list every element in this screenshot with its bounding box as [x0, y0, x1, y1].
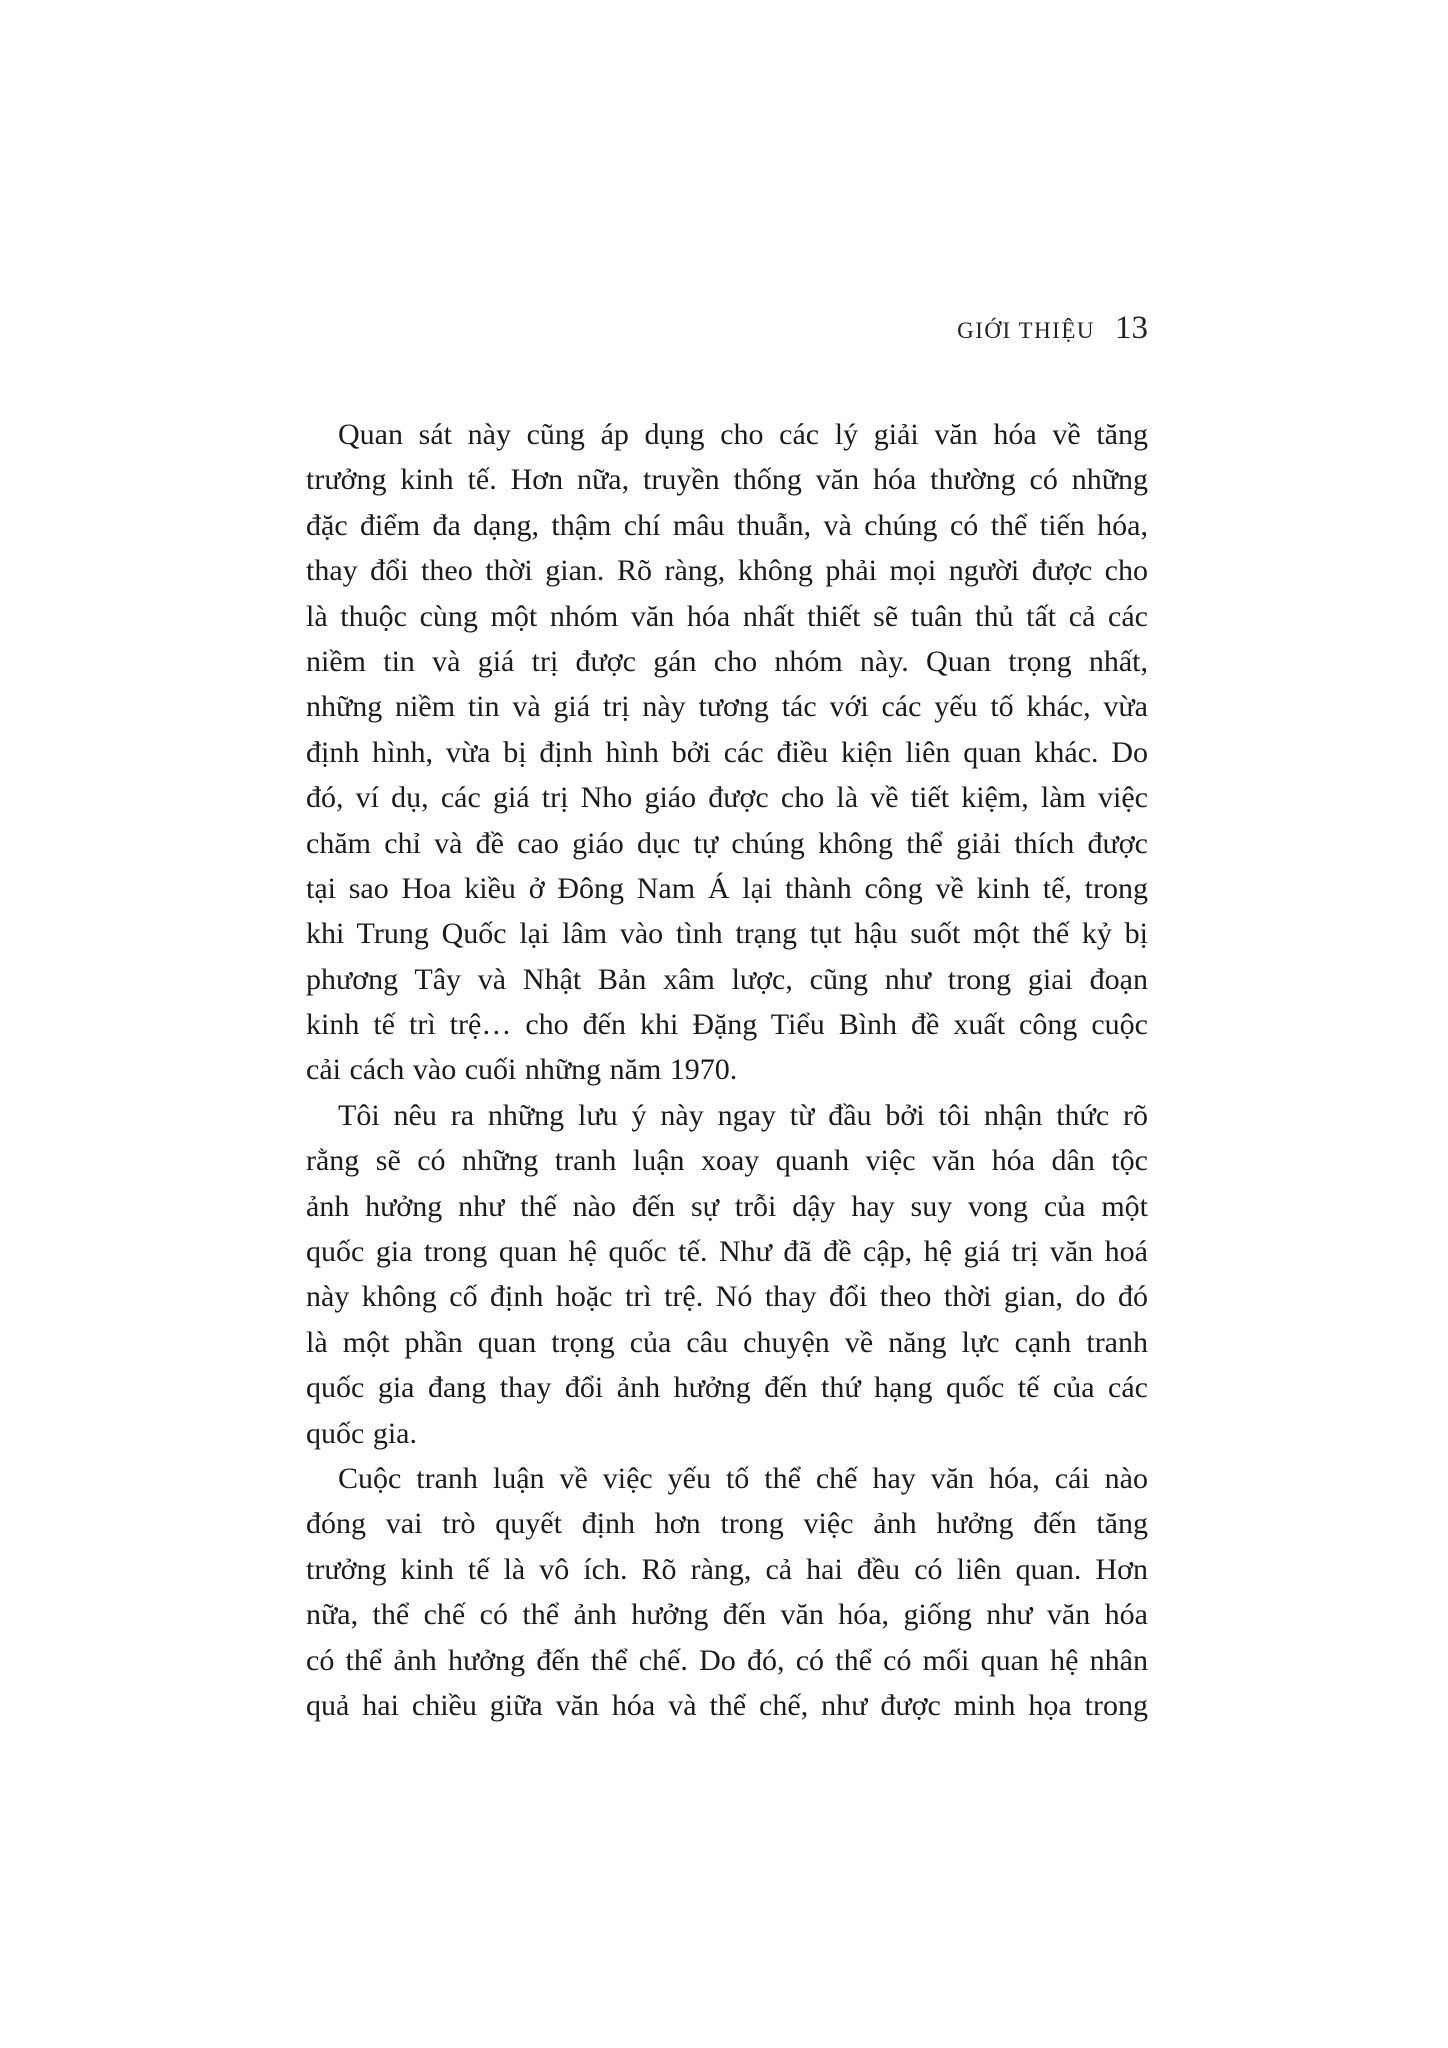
text-line: là một phần quan trọng của câu chuyện về năng lực cạnh tranh: [306, 1325, 1148, 1359]
text-line: đó, ví dụ, các giá trị Nho giáo được cho là về tiết kiệm, làm việc: [306, 781, 1148, 815]
text-line: Tôi nêu ra những lưu ý này ngay từ đầu bởi tôi nhận thức rõ: [338, 1098, 1148, 1132]
text-line: là thuộc cùng một nhóm văn hóa nhất thiết sẽ tuân thủ tất cả các: [306, 599, 1148, 633]
text-line: tại sao Hoa kiều ở Đông Nam Á lại thành công về kinh tế, trong: [306, 871, 1148, 905]
text-line: thay đổi theo thời gian. Rõ ràng, không phải mọi người được cho: [306, 554, 1148, 588]
text-line: Cuộc tranh luận về việc yếu tố thể chế hay văn hóa, cái nào: [338, 1461, 1148, 1495]
text-line: cải cách vào cuối những năm 1970.: [306, 1053, 738, 1087]
body-text: [306, 412, 1148, 1728]
text-line: trưởng kinh tế là vô ích. Rõ ràng, cả hai đều có liên quan. Hơn: [306, 1552, 1148, 1586]
text-line: Quan sát này cũng áp dụng cho các lý giải văn hóa về tăng: [338, 418, 1148, 451]
text-line: quốc gia đang thay đổi ảnh hưởng đến thứ hạng quốc tế của các: [306, 1371, 1148, 1405]
text-line: phương Tây và Nhật Bản xâm lược, cũng như trong giai đoạn: [306, 962, 1148, 996]
text-line: những niềm tin và giá trị này tương tác với các yếu tố khác, vừa: [306, 690, 1148, 724]
running-head: GIỚI THIỆU: [957, 318, 1095, 343]
text-line: có thể ảnh hưởng đến thể chế. Do đó, có thể có mối quan hệ nhân: [306, 1643, 1148, 1677]
text-line: khi Trung Quốc lại lâm vào tình trạng tụt hậu suốt một thế kỷ bị: [306, 917, 1148, 951]
text-line: rằng sẽ có những tranh luận xoay quanh việc văn hóa dân tộc: [306, 1144, 1148, 1178]
text-line: này không cố định hoặc trì trệ. Nó thay đổi theo thời gian, do đó: [306, 1280, 1148, 1314]
page-number: 13: [1115, 310, 1148, 346]
text-line: kinh tế trì trệ… cho đến khi Đặng Tiểu Bình đề xuất công cuộc: [306, 1008, 1148, 1042]
text-line: ảnh hưởng như thế nào đến sự trỗi dậy hay suy vong của một: [306, 1189, 1148, 1223]
text-line: đặc điểm đa dạng, thậm chí mâu thuẫn, và chúng có thể tiến hóa,: [306, 508, 1148, 542]
paragraph: [306, 412, 1148, 1093]
page-header: [957, 310, 1148, 347]
paragraph: [306, 1456, 1148, 1728]
text-line: trưởng kinh tế. Hơn nữa, truyền thống văn hóa thường có những: [306, 463, 1148, 497]
paragraph: [306, 1093, 1148, 1456]
text-line: niềm tin và giá trị được gán cho nhóm này. Quan trọng nhất,: [306, 644, 1148, 678]
text-line: nữa, thể chế có thể ảnh hưởng đến văn hóa, giống như văn hóa: [306, 1598, 1148, 1632]
text-line: chăm chỉ và đề cao giáo dục tự chúng không thể giải thích được: [306, 826, 1148, 860]
text-line: quốc gia trong quan hệ quốc tế. Như đã đề cập, hệ giá trị văn hoá: [306, 1235, 1148, 1269]
text-line: đóng vai trò quyết định hơn trong việc ảnh hưởng đến tăng: [306, 1507, 1148, 1541]
text-line: quả hai chiều giữa văn hóa và thể chế, như được minh họa trong: [306, 1688, 1148, 1722]
text-line: quốc gia.: [306, 1416, 417, 1450]
text-line: định hình, vừa bị định hình bởi các điều kiện liên quan khác. Do: [306, 735, 1148, 769]
